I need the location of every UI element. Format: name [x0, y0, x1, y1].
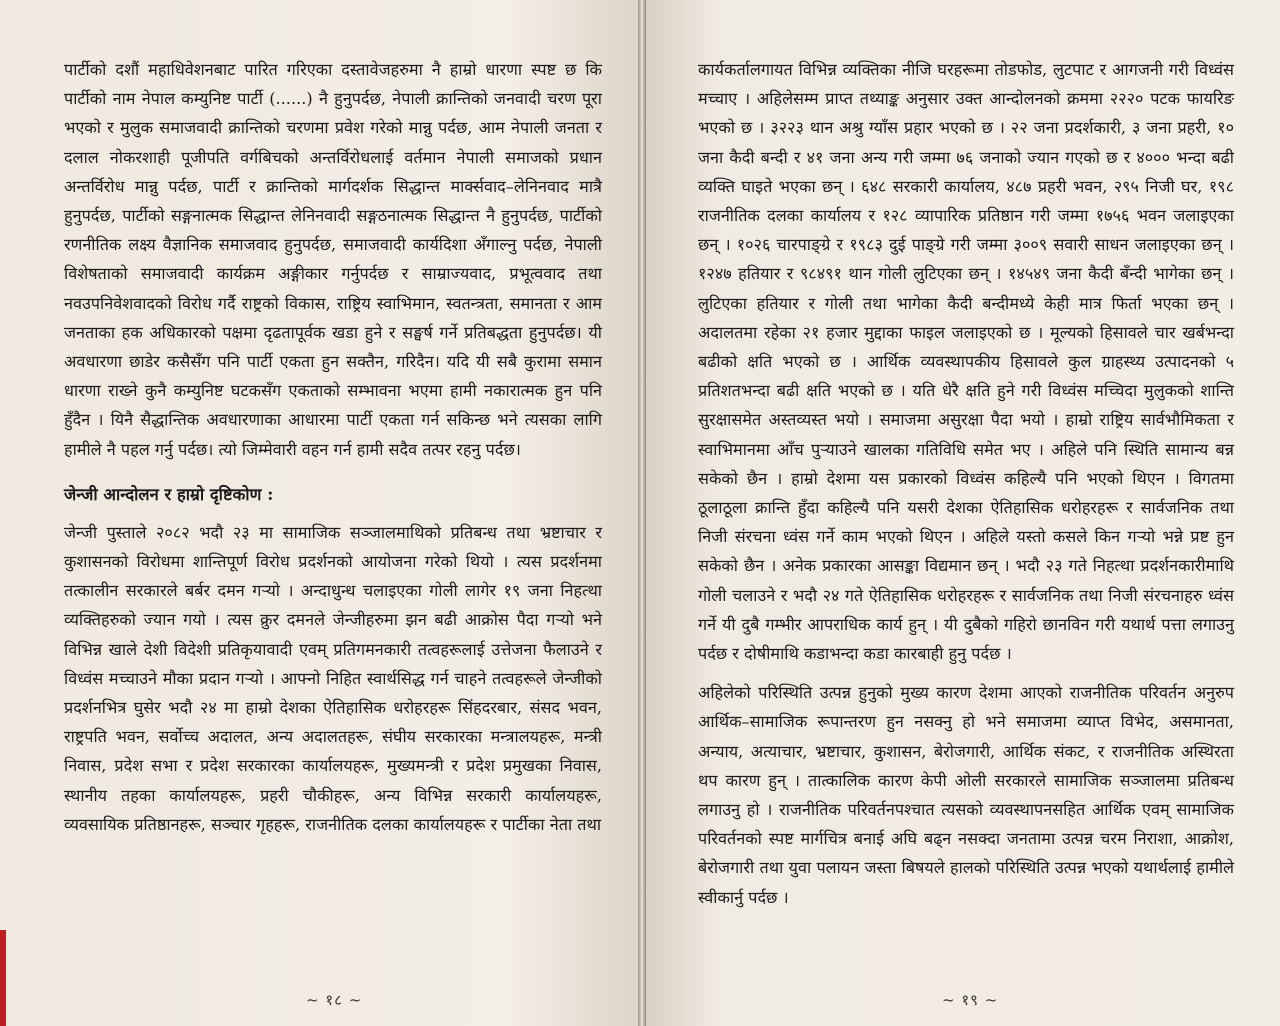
book-gutter [638, 0, 646, 1026]
right-paragraph-1: कार्यकर्तालगायत विभिन्न व्यक्तिका नीजि घरहरूमा तोडफोड, लुटपाट र आगजनी गरी विध्वंस मच्चाए । अहिलेसम्म प्राप्त तथ्याङ्क अनुसार उक्त आन्दोलनको क्रममा २२२० पटक फायरिङ भएको छ । ३२२३ थान अश्रु ग्याँस प्रहार भएको छ । २२ जना प्रदर्शकारी, ३ जना प्रहरी, १० जना कैदी बन्दी र ४१ जना अन्य गरी जम्मा ७६ जनाको ज्यान गएको छ र ४००० भन्दा बढी व्यक्ति घाइते भएका छन् । ६४८ सरकारी कार्यालय, ४८७ प्रहरी भवन, २९५ निजी घर, १९८ राजनीतिक दलका कार्यालय र १२८ व्यापारिक प्रतिष्ठान गरी जम्मा १७५६ भवन जलाइएका छन् । १०२६ चारपाङ्ग्रे र १९८३ दुई पाङ्ग्रे गरी जम्मा ३००९ सवारी साधन जलाइएका छन् । १२४७ हतियार र ९८४९१ थान गोली लुटिएका छन् । १४५४९ जना कैदी बँन्दी भागेका छन् । लुटिएका हतियार र गोली तथा भागेका कैदी बन्दीमध्ये केही मात्र फिर्ता भएका छन् । अदालतमा रहेका २१ हजार मुद्दाका फाइल जलाइएको छ । मूल्यको हिसावले चार खर्बभन्दा बढीको क्षति भएको छ । आर्थिक व्यवस्थापकीय हिसावले कुल ग्राहस्थ्य उत्पादनको ५ प्रतिशतभन्दा बढी क्षति भएको छ । यति धेरै क्षति हुने गरी विध्वंस मच्चिदा मुलुकको शान्ति सुरक्षासमेत अस्तव्यस्त भयो । समाजमा असुरक्षा पैदा भयो । हाम्रो राष्ट्रिय सार्वभौमिकता र स्वाभिमानमा आँच पुऱ्याउने खालका गतिविधि समेत भए । अहिले पनि स्थिति सामान्य बन्न सकेको छैन । हाम्रो देशमा यस प्रकारको विध्वंस कहिल्यै पनि भएको थिएन । विगतमा ठूलाठूला क्रान्ति हुँदा कहिल्यै पनि यसरी देशका ऐतिहासिक धरोहरहरू र सार्वजनिक तथा निजी संरचना ध्वंस गर्ने काम भएको थिएन । अहिले यस्तो कसले किन गऱ्यो भन्ने प्रष्ट हुन सकेको छैन । अनेक प्रकारका आसङ्का विद्यमान छन् । भदौ २३ गते निहत्था प्रदर्शनकारीमाथि गोली चलाउने र भदौ २४ गते ऐतिहासिक धरोहरहरू र सार्वजनिक तथा निजी संरचनाहरु ध्वंस गर्ने यी दुबै गम्भीर आपराधिक कार्य हुन् । यी दुबैको गहिरो छानविन गरी यथार्थ पत्ता लगाउनु पर्दछ र दोषीमाथि कडाभन्दा कडा कारबाही हुनु पर्दछ । [698, 60, 1234, 664]
left-paragraph-1: पार्टीको दशौं महाधिवेशनबाट पारित गरिएका दस्तावेजहरुमा नै हाम्रो धारणा स्पष्ट छ कि पार्टीको नाम नेपाल कम्युनिष्ट पार्टी (......) नै हुनुपर्दछ, नेपाली क्रान्तिको जनवादी चरण पूरा भएको र मुलुक समाजवादी क्रान्तिको चरणमा प्रवेश गरेको मान्नु पर्दछ, आम नेपाली जनता र दलाल नोकरशाही पूजीपति वर्गबिचको अन्तर्विरोधलाई वर्तमान नेपाली समाजको प्रधान अन्तर्विरोध मान्नु पर्दछ, पार्टी र क्रान्तिको मार्गदर्शक सिद्धान्त मार्क्सवाद–लेनिनवाद मात्रै हुनुपर्दछ, पार्टीको सङ्गनात्मक सिद्धान्त लेनिनवादी सङ्गठनात्मक सिद्धान्त नै हुनुपर्दछ, पार्टीको रणनीतिक लक्ष्य वैज्ञानिक समाजवाद हुनुपर्दछ, समाजवादी कार्यदिशा अँगाल्नु पर्दछ, नेपाली विशेषताको समाजवादी कार्यक्रम अङ्गीकार गर्नुपर्दछ र साम्राज्यवाद, प्रभूत्ववाद तथा नवउपनिवेशवादको विरोध गर्दै राष्ट्रको विकास, राष्ट्रिय स्वाभिमान, स्वतन्त्रता, समानता र आम जनताका हक अधिकारको पक्षमा दृढतापूर्वक खडा हुने र सङ्घर्ष गर्ने प्रतिबद्धता हुनुपर्दछ। यी अवधारणा छाडेर कसैसँग पनि पार्टी एकता हुन सक्तैन, गरिदैन। यदि यी सबै कुरामा समान धारणा राख्ने कुनै कम्युनिष्ट घटकसँग एकताको सम्भावना भएमा हामी नकारात्मक हुन पनि हुँदैन । यिनै सैद्धान्तिक अवधारणाका आधारमा पार्टी एकता गर्न सकिन्छ भने त्यसका लागि हामीले नै पहल गर्नु पर्दछ। त्यो जिम्मेवारी वहन गर्न हामी सदैव तत्पर रहनु पर्दछ। [64, 60, 602, 459]
section-heading: जेन्जी आन्दोलन र हाम्रो दृष्टिकोण : [64, 484, 274, 504]
left-page [0, 0, 638, 1026]
right-page [646, 0, 1280, 1026]
paragraph-gap [698, 668, 1234, 678]
cover-edge-accent [0, 930, 6, 1026]
left-paragraph-2: जेन्जी पुस्ताले २०८२ भदौ २३ मा सामाजिक सञ्जालमाथिको प्रतिबन्ध तथा भ्रष्टाचार र कुशासनको विरोधमा शान्तिपूर्ण विरोध प्रदर्शनको आयोजना गरेको थियो । त्यस प्रदर्शनमा तत्कालीन सरकारले बर्बर दमन गऱ्यो । अन्दाधुन्ध चलाइएका गोली लागेर १९ जना निहत्था व्यक्तिहरुको ज्यान गयो । त्यस क्रुर दमनले जेन्जीहरुमा झन बढी आक्रोस पैदा गऱ्यो भने विभिन्न खाले देशी विदेशी प्रतिकृयावादी एवम् प्रतिगमनकारी तत्वहरूलाई उत्तेजना फैलाउने र विध्वंस मच्चाउने मौका प्रदान गऱ्यो । आफ्नो निहित स्वार्थसिद्ध गर्न चाहने तत्वहरूले जेन्जीको प्रदर्शनभित्र घुसेर भदौ २४ मा हाम्रो देशका ऐतिहासिक धरोहरहरू सिंहदरबार, संसद भवन, राष्ट्रपति भवन, सर्वोच्च अदालत, अन्य अदालतहरू, संघीय सरकारका मन्त्रालयहरू, मन्त्री निवास, प्रदेश सभा र प्रदेश सरकारका कार्यालयहरू, मुख्यमन्त्री र प्रदेश प्रमुखका निवास, स्थानीय तहका कार्यालयहरू, प्रहरी चौकीहरू, अन्य विभिन्न सरकारी कार्यालयहरू, व्यवसायिक प्रतिष्ठानहरू, सञ्चार गृहहरू, राजनीतिक दलका कार्यालयहरू र पार्टीका नेता तथा [64, 522, 602, 834]
right-page-number: ~ १९ ~ [942, 991, 999, 1009]
right-paragraph-2: अहिलेको परिस्थिति उत्पन्न हुनुको मुख्य कारण देशमा आएको राजनीतिक परिवर्तन अनुरुप आर्थिक–सामाजिक रूपान्तरण हुन नसक्नु हो भने समाजमा व्याप्त विभेद, असमानता, अन्याय, अत्याचार, भ्रष्टाचार, कुशासन, बेरोजगारी, आर्थिक संकट, र राजनीतिक अस्थिरता थप कारण हुन् । तात्कालिक कारण केपी ओली सरकारले सामाजिक सञ्जालमा प्रतिबन्ध लगाउनु हो । राजनीतिक परिवर्तनपश्चात त्यसको व्यवस्थापनसहित आर्थिक एवम् सामाजिक परिवर्तनको स्पष्ट मार्गचित्र बनाई अघि बढ्न नसक्दा जनतामा उत्पन्न चरम निराशा, आक्रोश, बेरोजगारी तथा युवा पलायन जस्ता बिषयले हालको परिस्थिति उत्पन्न भएको यथार्थलाई हामीले स्वीकार्नु पर्दछ । [698, 683, 1234, 907]
left-page-number: ~ १८ ~ [306, 991, 363, 1009]
